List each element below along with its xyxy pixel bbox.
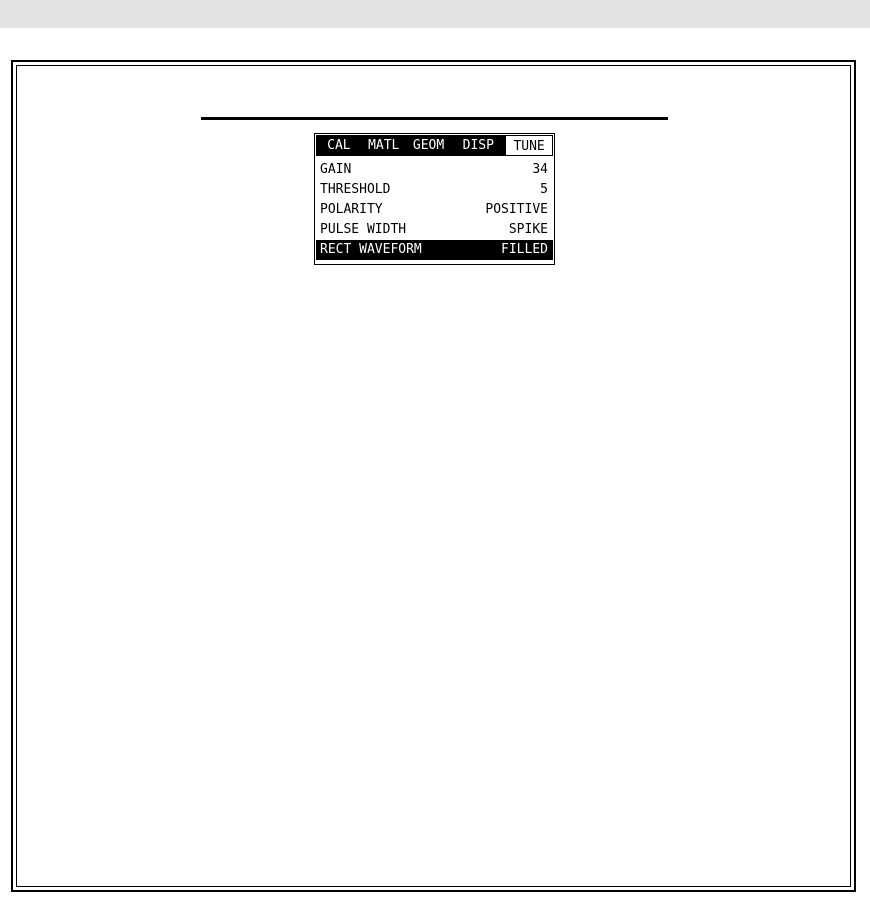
- lcd-screen: [314, 133, 555, 265]
- tab-tune[interactable]: TUNE: [505, 135, 553, 156]
- menu-row-label: PULSE WIDTH: [320, 222, 407, 237]
- menu-row-value: 34: [532, 162, 548, 177]
- menu-list: [316, 160, 553, 260]
- menu-row-value: 5: [540, 182, 548, 197]
- menu-row-value: FILLED: [501, 242, 548, 257]
- menu-row-gain[interactable]: [316, 160, 553, 180]
- menu-row-rect-waveform[interactable]: [316, 240, 553, 260]
- menu-tabs: [316, 135, 553, 156]
- top-bar: [0, 0, 870, 28]
- tab-geom[interactable]: GEOM: [406, 135, 452, 156]
- menu-row-polarity[interactable]: [316, 200, 553, 220]
- menu-row-value: SPIKE: [508, 222, 548, 237]
- menu-row-label: GAIN: [320, 162, 352, 177]
- tab-disp[interactable]: DISP: [451, 135, 505, 156]
- menu-row-label: RECT WAVEFORM: [320, 242, 422, 257]
- menu-row-threshold[interactable]: [316, 180, 553, 200]
- tab-matl[interactable]: MATL: [362, 135, 406, 156]
- menu-row-label: POLARITY: [320, 202, 383, 217]
- menu-row-pulse-width[interactable]: [316, 220, 553, 240]
- menu-row-value: POSITIVE: [485, 202, 548, 217]
- tab-cal[interactable]: CAL: [316, 135, 362, 156]
- heading-rule: [201, 117, 668, 120]
- menu-row-label: THRESHOLD: [320, 182, 391, 197]
